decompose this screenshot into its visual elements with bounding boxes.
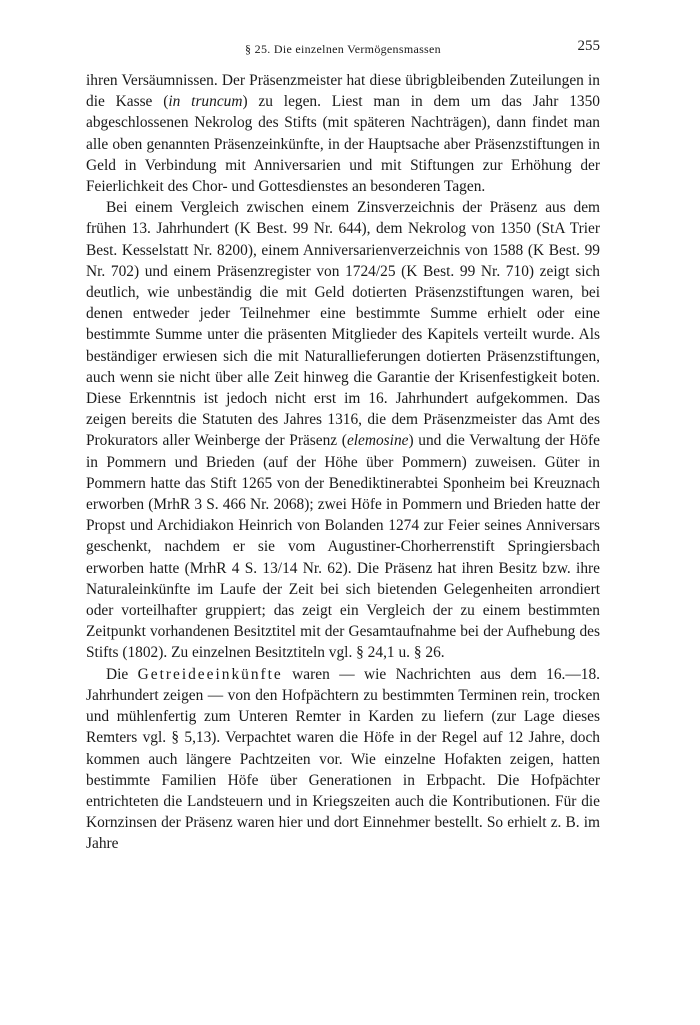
spaced-term: Getreideeinkünfte [137,665,283,683]
italic-term: in truncum [168,93,243,111]
text-segment: ihren Versäumnissen. Der Präsenzmeister hat diese übrigbleibenden Zuteilungen in die Kasse ( [86,72,600,111]
paragraph [86,70,600,197]
italic-term: elemosine [346,432,409,450]
text-segment: ) zu legen. Liest man in dem um das Jahr 1350 abgeschlossenen Nekrolog des Stifts (mit späteren Nachträgen), dann findet man alle oben genannten Präsenzeinkünfte, in der Hauptsache aber Präsenzstiftungen in Geld in Verbindung mit Anniversarien und mit Stiftungen zur Erhöhung der Feierlichkeit des Chor- und Gottesdienstes an besonderen Tagen. [86,93,600,196]
text-segment: Die [106,665,138,683]
paragraph [86,197,600,663]
page-header [86,36,600,64]
text-segment: waren — wie Nachrichten aus dem 16.—18. Jahrhundert zeigen — von den Hofpächtern zu bestimmten Terminen rein, trocken und mühlenfertig zum Unteren Remter in Karden zu liefern (zur Lage dieses Remters vgl. § 5,13). Verpachtet waren die Höfe in der Regel auf 12 Jahre, doch kommen auch längere Pachtzeiten vor. Wie einzelne Hofakten zeigen, hatten bestimmte Familien Höfe über Generationen in Erbpacht. Die Hofpächter entrichteten die Landsteuern und in Kriegszeiten auch die Kontributionen. Für die Kornzinsen der Präsenz waren hier und dort Einnehmer bestellt. So erhielt z. B. im Jahre [86,665,600,853]
page-number: 255 [577,38,600,54]
text-segment: Bei einem Vergleich zwischen einem Zinsverzeichnis der Präsenz aus dem frühen 13. Jahrhundert (K Best. 99 Nr. 644), dem Nekrolog von 1350 (StA Trier Best. Kesselstatt Nr. 8200), einem Anniversarienverzeichnis von 1588 (K Best. 99 Nr. 702) und einem Präsenzregister von 1724/25 (K Best. 99 Nr. 710) zeigt sich deutlich, wie unbeständig die mit Geld dotierten Präsenzstiftungen waren, bei denen entweder jeder Teilnehmer eine bestimmte Summe erhielt oder eine bestimmte Summe unter die präsenten Mitglieder des Kapitels verteilt wurde. Als beständiger erwiesen sich die mit Naturallieferungen dotierten Präsenzstiftungen, auch wenn sie nicht über alle Zeit hinweg die Garantie der Krisenfestigkeit boten. Diese Erkenntnis ist jedoch nicht erst im 16. Jahrhundert aufgekommen. Das zeigen bereits die Statuten des Jahres 1316, die dem Präsenzmeister das Amt des Prokurators aller Weinberge der Präsenz ( [86,199,600,450]
body-text [86,70,600,855]
running-title: § 25. Die einzelnen Vermögensmassen [245,42,441,56]
text-segment: ) und die Verwaltung der Höfe in Pommern und Brieden (auf der Höhe über Pommern) zuweisen. Güter in Pommern hatte das Stift 1265 von der Benediktinerabtei Sponheim bei Kreuznach erworben (MrhR 3 S. 466 Nr. 2068); zwei Höfe in Pommern und Brieden hatte der Propst und Archidiakon Heinrich von Bolanden 1274 zur Feier seines Anniversars geschenkt, nachdem er sie vom Augustiner-Chorherrenstift Springiersbach erworben hatte (MrhR 4 S. 13/14 Nr. 62). Die Präsenz hat ihren Besitz bzw. ihre Naturaleinkünfte im Laufe der Zeit bei sich bietenden Gelegenheiten arrondiert oder vorteilhafter gruppiert; das zeigt ein Vergleich der zu einem bestimmten Zeitpunkt vorhandenen Besitztitel mit der Gesamtaufnahme bei der Aufhebung des Stifts (1802). Zu einzelnen Besitztiteln vgl. § 24,1 u. § 26. [86,432,601,662]
paragraph [86,664,600,855]
